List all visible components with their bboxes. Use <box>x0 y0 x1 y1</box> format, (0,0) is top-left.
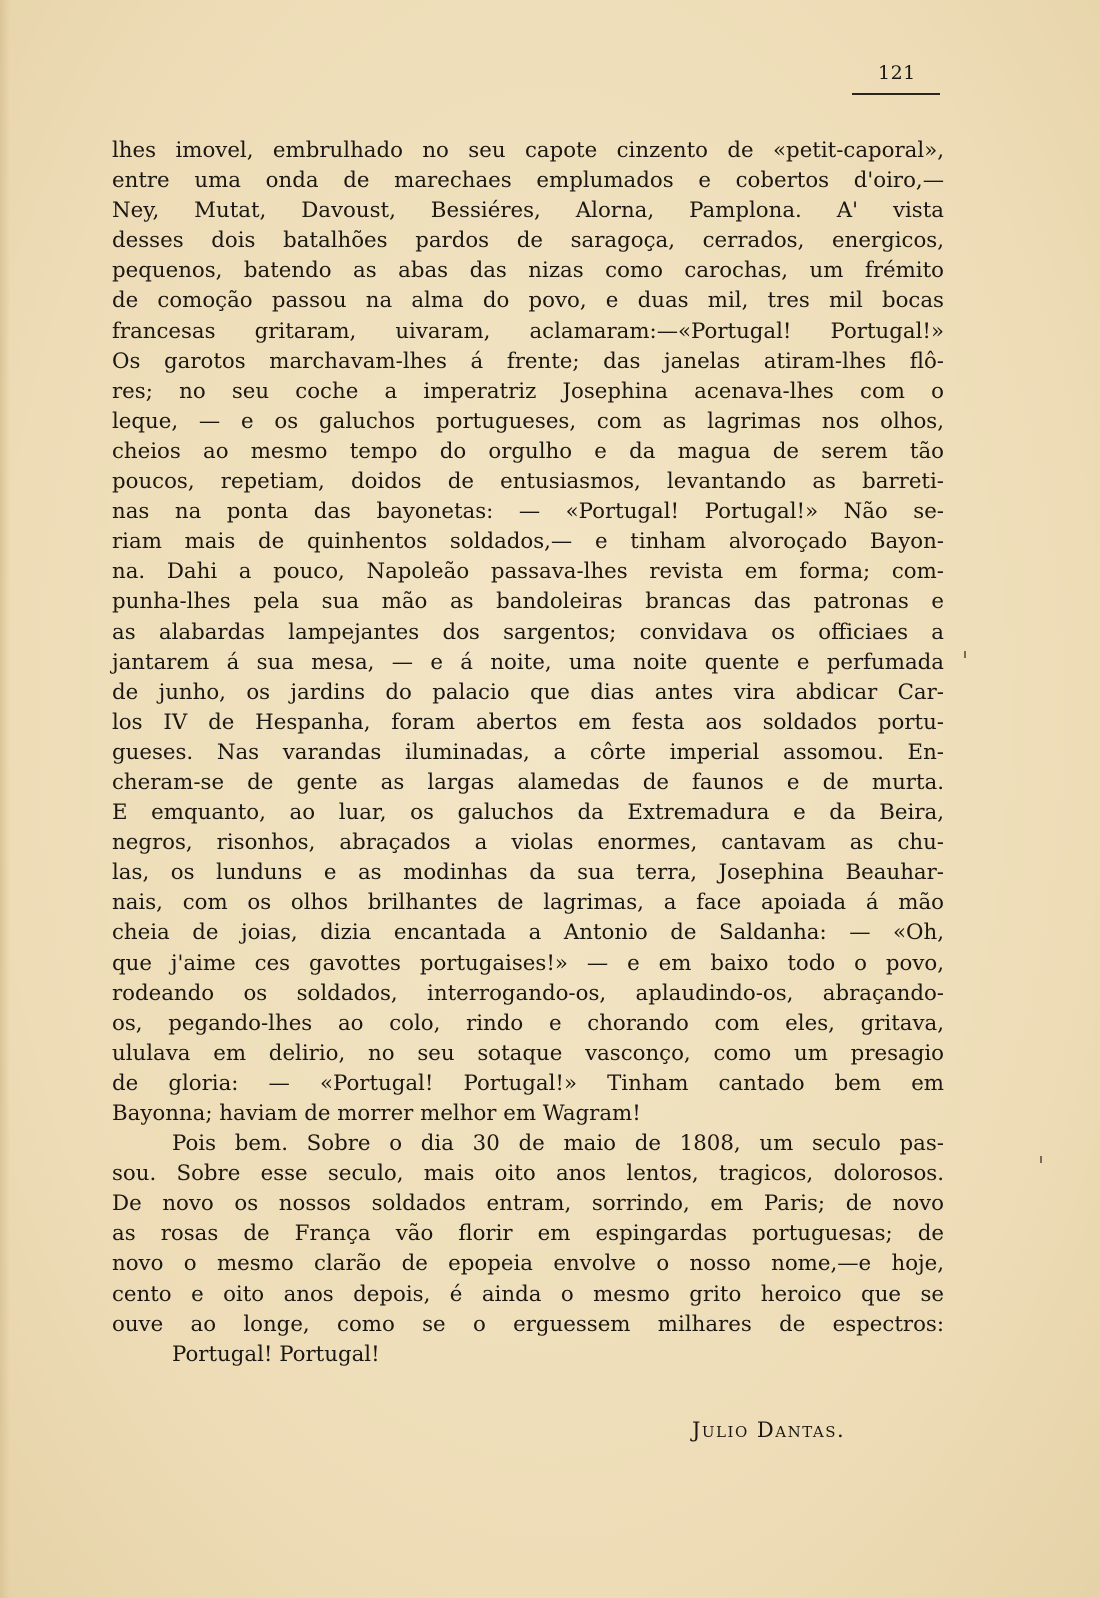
text-line: De novo os nossos soldados entram, sorrindo, em Paris; de novo <box>112 1191 944 1217</box>
text-line: desses dois batalhões pardos de saragoça, cerrados, energicos, <box>112 228 944 254</box>
text-line: sou. Sobre esse seculo, mais oito anos lentos, tragicos, dolorosos. <box>112 1161 944 1187</box>
text-line: cheios ao mesmo tempo do orgulho e da magua de serem tão <box>112 438 944 464</box>
text-line: Os garotos marchavam-lhes á frente; das janelas atiram-lhes flô- <box>112 348 944 374</box>
author-signature: Julio Dantas. <box>692 1418 846 1442</box>
body-text <box>112 136 944 1370</box>
paper-speck <box>1040 1156 1042 1163</box>
text-line: Ney, Mutat, Davoust, Bessiéres, Alorna, Pamplona. A' vista <box>112 198 944 224</box>
page-number-rule <box>852 93 940 95</box>
text-line: de gloria: — «Portugal! Portugal!» Tinham cantado bem em <box>112 1070 944 1096</box>
text-line: Bayonna; haviam de morrer melhor em Wagram! <box>112 1101 641 1126</box>
text-line: E emquanto, ao luar, os galuchos da Extremadura e da Beira, <box>112 800 944 826</box>
text-line: leque, — e os galuchos portugueses, com as lagrimas nos olhos, <box>112 408 944 434</box>
text-line: riam mais de quinhentos soldados,— e tinham alvoroçado Bayon- <box>112 529 944 555</box>
text-line: de comoção passou na alma do povo, e duas mil, tres mil bocas <box>112 288 944 314</box>
text-line: ululava em delirio, no seu sotaque vasconço, como um presagio <box>112 1040 944 1066</box>
text-line: as rosas de França vão florir em espingardas portuguesas; de <box>112 1221 944 1247</box>
text-line: na. Dahi a pouco, Napoleão passava-lhes revista em forma; com- <box>112 559 944 585</box>
text-line: punha-lhes pela sua mão as bandoleiras brancas das patronas e <box>112 589 944 615</box>
text-line: Pois bem. Sobre o dia 30 de maio de 1808, um seculo pas- <box>172 1131 944 1157</box>
page-edge-shadow <box>0 0 10 1598</box>
page-number: 121 <box>878 62 916 84</box>
text-line: francesas gritaram, uivaram, aclamaram:—«Portugal! Portugal!» <box>112 318 944 344</box>
text-line: negros, risonhos, abraçados a violas enormes, cantavam as chu- <box>112 830 944 856</box>
text-line: cheia de joias, dizia encantada a Antonio de Saldanha: — «Oh, <box>112 920 944 946</box>
text-line: as alabardas lampejantes dos sargentos; convidava os officiaes a <box>112 619 944 645</box>
text-line: cheram-se de gente as largas alamedas de faunos e de murta. <box>112 769 944 795</box>
text-line: os, pegando-lhes ao colo, rindo e chorando com eles, gritava, <box>112 1010 944 1036</box>
text-line: Portugal! Portugal! <box>172 1341 380 1367</box>
text-line: cento e oito anos depois, é ainda o mesmo grito heroico que se <box>112 1281 944 1307</box>
text-line: las, os lunduns e as modinhas da sua terra, Josephina Beauhar- <box>112 860 944 886</box>
text-line: gueses. Nas varandas iluminadas, a côrte imperial assomou. En- <box>112 739 944 765</box>
text-line: nas na ponta das bayonetas: — «Portugal! Portugal!» Não se- <box>112 499 944 525</box>
paper-speck <box>964 651 966 658</box>
text-line: lhes imovel, embrulhado no seu capote cinzento de «petit-caporal», <box>112 138 944 163</box>
text-line: poucos, repetiam, doidos de entusiasmos, levantando as barreti- <box>112 469 944 495</box>
text-line: rodeando os soldados, interrogando-os, aplaudindo-os, abraçando- <box>112 980 944 1006</box>
text-line: ouve ao longe, como se o erguessem milhares de espectros: <box>112 1311 944 1337</box>
text-line: pequenos, batendo as abas das nizas como carochas, um frémito <box>112 258 944 284</box>
text-line: res; no seu coche a imperatriz Josephina acenava-lhes com o <box>112 378 944 404</box>
text-line: jantarem á sua mesa, — e á noite, uma noite quente e perfumada <box>112 649 944 675</box>
text-line: novo o mesmo clarão de epopeia envolve o nosso nome,—e hoje, <box>112 1251 944 1277</box>
text-line: que j'aime ces gavottes portugaises!» — e em baixo todo o povo, <box>112 950 944 976</box>
text-line: nais, com os olhos brilhantes de lagrimas, a face apoiada á mão <box>112 890 944 916</box>
text-line: los IV de Hespanha, foram abertos em festa aos soldados portu- <box>112 709 944 735</box>
text-line: de junho, os jardins do palacio que dias antes vira abdicar Car- <box>112 679 944 705</box>
text-line: entre uma onda de marechaes emplumados e cobertos d'oiro,— <box>112 168 944 194</box>
